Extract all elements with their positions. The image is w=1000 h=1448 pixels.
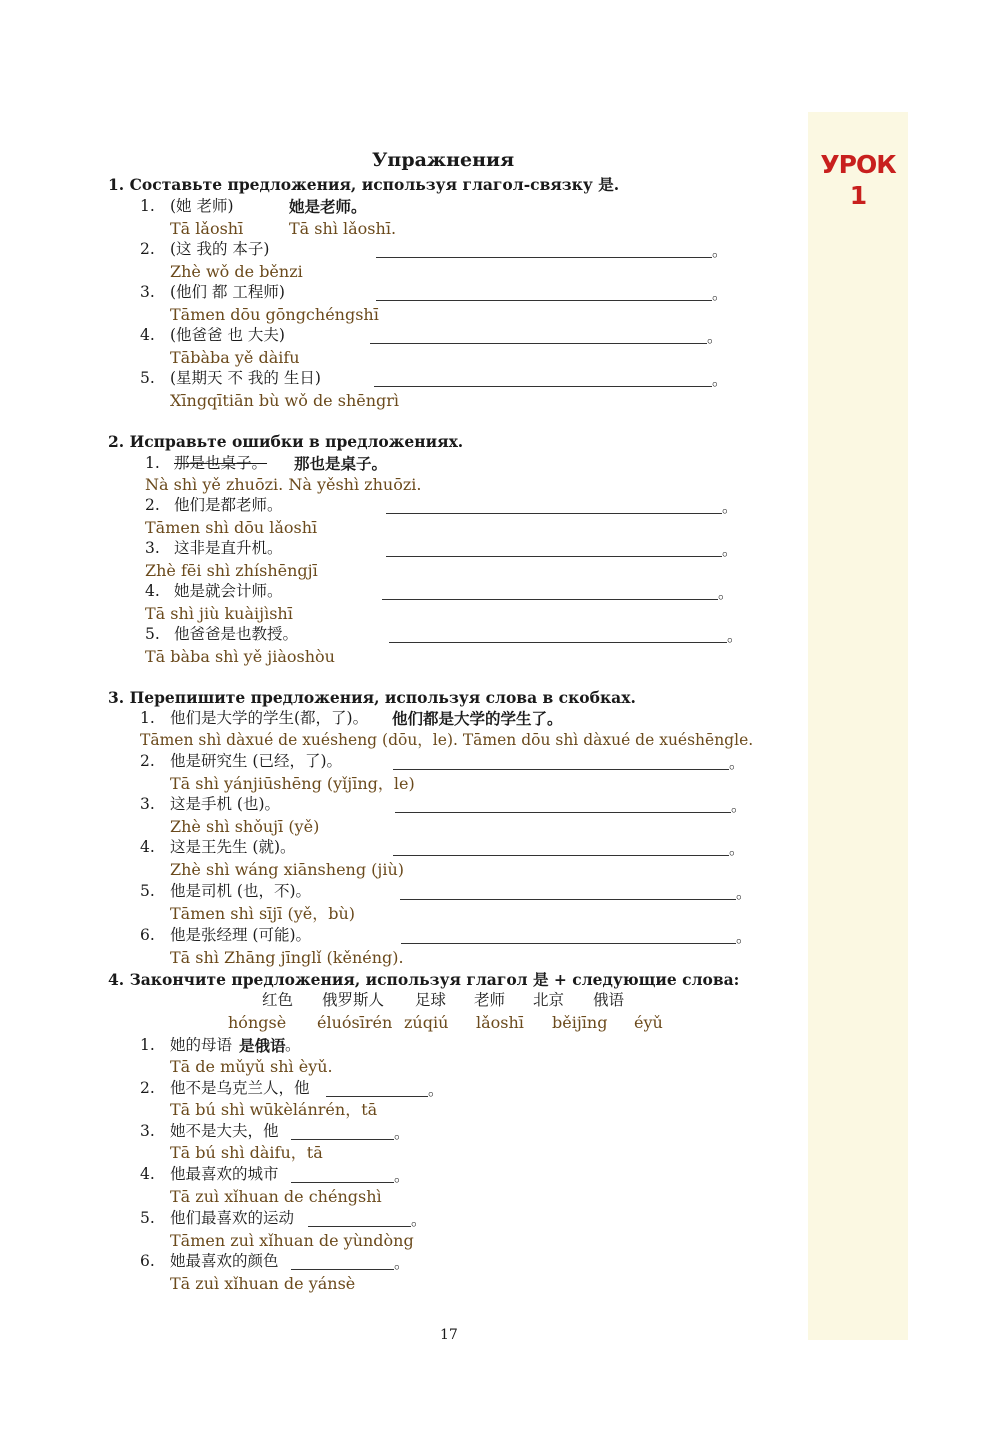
ex3-item-answer: 他们都是大学的学生了。 <box>392 709 563 728</box>
ex2-item-end: 。 <box>718 584 734 602</box>
ex2-item-number: 5. <box>145 625 160 643</box>
ex2-item-pinyin: Nà shì yě zhuōzi. Nà yěshì zhuōzi. <box>145 475 422 494</box>
ex3-item-number: 5. <box>140 882 155 900</box>
ex4-item-pinyin: Tāmen zuì xǐhuan de yùndòng <box>170 1231 414 1250</box>
ex1-item-pinyin: Xīngqītiān bù wǒ de shēngrì <box>170 391 400 410</box>
ex2-item-pinyin: Tā shì jiù kuàijìshī <box>145 604 293 623</box>
ex3-item-end: 。 <box>731 797 747 815</box>
ex4-item-number: 3. <box>140 1122 155 1140</box>
ex2-item-answer: 那也是桌子。 <box>294 454 388 473</box>
word-bank-item: 俄罗斯人 <box>322 991 385 1009</box>
ex1-item-pinyin: Tā lǎoshī <box>170 219 244 238</box>
ex4-item-prompt: 他不是乌克兰人，他 <box>170 1079 310 1097</box>
ex2-answer-blank[interactable] <box>382 599 718 600</box>
ex3-answer-blank[interactable] <box>400 899 736 900</box>
ex1-item-prompt: (这 我的 本子) <box>170 240 270 258</box>
ex2-item-prompt: 这非是直升机。 <box>174 539 283 557</box>
ex1-item-prompt: (他爸爸 也 大夫) <box>170 326 285 344</box>
ex3-answer-blank[interactable] <box>395 812 731 813</box>
ex4-item-number: 5. <box>140 1209 155 1227</box>
ex2-item-pinyin: Zhè fēi shì zhíshēngjī <box>145 561 318 580</box>
ex1-answer-blank[interactable] <box>376 300 712 301</box>
ex1-item-prompt: (他们 都 工程师) <box>170 283 285 301</box>
ex1-item-end: 。 <box>712 242 728 260</box>
ex3-item-end: 。 <box>736 884 752 902</box>
ex3-item-prompt: 这是手机 (也)。 <box>170 795 281 813</box>
ex1-item-end: 。 <box>712 371 728 389</box>
ex4-answer-blank[interactable] <box>326 1096 428 1097</box>
ex4-answer-blank[interactable] <box>308 1226 411 1227</box>
ex3-item-number: 2. <box>140 752 155 770</box>
exercise-3-heading: 3. Перепишите предложения, используя слова в скобках. <box>108 688 636 707</box>
ex2-item-number: 2. <box>145 496 160 514</box>
ex2-item-prompt: 他爸爸是也教授。 <box>174 625 299 643</box>
ex4-item-answer: 是俄语 <box>239 1036 286 1055</box>
ex3-item-pinyin: Tāmen shì dàxué de xuésheng (dōu，le). Tāmen dōu shì dàxué de xuéshēngle. <box>140 731 754 749</box>
word-bank-pinyin: zúqiú <box>404 1013 449 1032</box>
ex3-item-end: 。 <box>736 928 752 946</box>
ex2-item-end: 。 <box>722 498 738 516</box>
ex1-item-prompt: (她 老师) <box>170 197 234 215</box>
word-bank-pinyin: hóngsè <box>228 1013 287 1032</box>
word-bank-item: 足球 <box>415 991 447 1009</box>
ex1-answer-blank[interactable] <box>374 386 712 387</box>
ex1-item-pinyin-answer: Tā shì lǎoshī. <box>289 219 397 238</box>
ex3-item-number: 6. <box>140 926 155 944</box>
ex4-item-number: 1. <box>140 1036 155 1054</box>
exercise-1-heading: 1. Составьте предложения, используя глагол-связку 是. <box>108 175 620 194</box>
ex4-item-end: 。 <box>285 1036 301 1054</box>
ex3-item-prompt: 这是王先生 (就)。 <box>170 838 296 856</box>
ex2-answer-blank[interactable] <box>389 642 727 643</box>
ex3-item-number: 1. <box>140 709 155 727</box>
ex3-item-pinyin: Tā shì yánjiūshēng (yǐjīng，le) <box>170 774 415 793</box>
ex4-item-end: 。 <box>394 1254 410 1272</box>
ex4-item-pinyin: Tā bú shì wūkèlánrén，tā <box>170 1100 378 1119</box>
word-bank-item: 老师 <box>474 991 506 1009</box>
ex1-item-pinyin: Tāmen dōu gōngchéngshī <box>170 305 379 324</box>
word-bank-item: 俄语 <box>593 991 625 1009</box>
ex3-item-end: 。 <box>729 754 745 772</box>
ex3-item-pinyin: Zhè shì wáng xiānsheng (jiù) <box>170 860 405 879</box>
ex4-item-number: 6. <box>140 1252 155 1270</box>
page-title: Упражнения <box>372 149 515 171</box>
ex2-answer-blank[interactable] <box>386 556 722 557</box>
ex3-item-prompt: 他是张经理 (可能)。 <box>170 926 312 944</box>
ex4-item-end: 。 <box>411 1211 427 1229</box>
ex2-item-number: 3. <box>145 539 160 557</box>
ex1-item-end: 。 <box>707 328 723 346</box>
ex2-item-prompt: 他们是都老师。 <box>174 496 283 514</box>
ex3-item-pinyin: Zhè shì shǒujī (yě) <box>170 817 320 836</box>
ex4-item-number: 2. <box>140 1079 155 1097</box>
ex2-item-pinyin: Tā bàba shì yě jiàoshòu <box>145 647 335 666</box>
word-bank-pinyin: lǎoshī <box>476 1013 524 1032</box>
ex3-answer-blank[interactable] <box>393 769 729 770</box>
ex4-item-prompt: 他最喜欢的城市 <box>170 1165 279 1183</box>
ex1-item-number: 5. <box>140 369 155 387</box>
lesson-number: 1 <box>849 181 867 210</box>
ex1-item-number: 1. <box>140 197 155 215</box>
ex2-answer-blank[interactable] <box>386 513 722 514</box>
ex2-item-end: 。 <box>727 627 743 645</box>
ex1-answer-blank[interactable] <box>376 257 712 258</box>
ex2-item-end: 。 <box>722 541 738 559</box>
ex4-item-prompt: 她不是大夫，他 <box>170 1122 279 1140</box>
ex1-item-pinyin: Zhè wǒ de běnzi <box>170 262 303 281</box>
ex4-item-pinyin: Tā zuì xǐhuan de chéngshì <box>170 1187 382 1206</box>
ex4-answer-blank[interactable] <box>291 1139 394 1140</box>
ex4-item-prompt: 她的母语 <box>170 1036 233 1054</box>
ex1-item-number: 4. <box>140 326 155 344</box>
ex2-item-wrong: 那是也桌子。 <box>174 454 268 472</box>
ex1-item-number: 3. <box>140 283 155 301</box>
ex3-answer-blank[interactable] <box>401 943 736 944</box>
word-bank-pinyin: éluósīrén <box>317 1013 393 1032</box>
ex4-item-pinyin: Tā bú shì dàifu，tā <box>170 1143 323 1162</box>
ex4-item-pinyin: Tā zuì xǐhuan de yánsè <box>170 1274 356 1293</box>
ex3-item-number: 4. <box>140 838 155 856</box>
ex4-item-pinyin: Tā de mǔyǔ shì èyǔ. <box>170 1057 333 1076</box>
ex2-item-prompt: 她是就会计师。 <box>174 582 283 600</box>
ex1-item-pinyin: Tābàba yě dàifu <box>170 348 300 367</box>
word-bank-pinyin: běijīng <box>552 1013 608 1032</box>
ex3-item-prompt: 他是研究生 (已经，了)。 <box>170 752 343 770</box>
ex2-item-number: 4. <box>145 582 160 600</box>
word-bank-item: 红色 <box>262 991 294 1009</box>
ex3-item-pinyin: Tāmen shì sījī (yě，bù) <box>170 904 355 923</box>
ex1-item-prompt: (星期天 不 我的 生日) <box>170 369 321 387</box>
ex1-answer-blank[interactable] <box>370 343 707 344</box>
ex1-item-end: 。 <box>712 285 728 303</box>
word-bank-item: 北京 <box>533 991 565 1009</box>
ex3-item-number: 3. <box>140 795 155 813</box>
lesson-sidebar <box>808 112 908 1340</box>
exercise-2-heading: 2. Исправьте ошибки в предложениях. <box>108 432 464 451</box>
lesson-label: УРОК <box>820 150 896 179</box>
ex4-answer-blank[interactable] <box>291 1182 394 1183</box>
ex3-item-prompt: 他们是大学的学生(都，了)。 <box>170 709 369 727</box>
ex4-item-number: 4. <box>140 1165 155 1183</box>
ex4-item-end: 。 <box>394 1167 410 1185</box>
ex4-item-end: 。 <box>428 1081 444 1099</box>
ex4-item-prompt: 他们最喜欢的运动 <box>170 1209 295 1227</box>
ex4-item-prompt: 她最喜欢的颜色 <box>170 1252 279 1270</box>
ex2-item-number: 1. <box>145 454 160 472</box>
ex2-item-pinyin: Tāmen shì dōu lǎoshī <box>145 518 318 537</box>
ex3-item-pinyin: Tā shì Zhāng jīnglǐ (kěnéng). <box>170 948 404 967</box>
word-bank-pinyin: éyǔ <box>634 1013 663 1032</box>
ex4-item-end: 。 <box>394 1124 410 1142</box>
ex4-answer-blank[interactable] <box>291 1269 394 1270</box>
ex3-answer-blank[interactable] <box>393 855 729 856</box>
ex1-item-answer: 她是老师。 <box>289 197 367 216</box>
ex3-item-end: 。 <box>729 840 745 858</box>
exercise-4-heading: 4. Закончите предложения, используя глагол 是 + следующие слова: <box>108 970 740 989</box>
ex3-item-prompt: 他是司机 (也，不)。 <box>170 882 312 900</box>
page-number: 17 <box>440 1327 458 1343</box>
ex1-item-number: 2. <box>140 240 155 258</box>
